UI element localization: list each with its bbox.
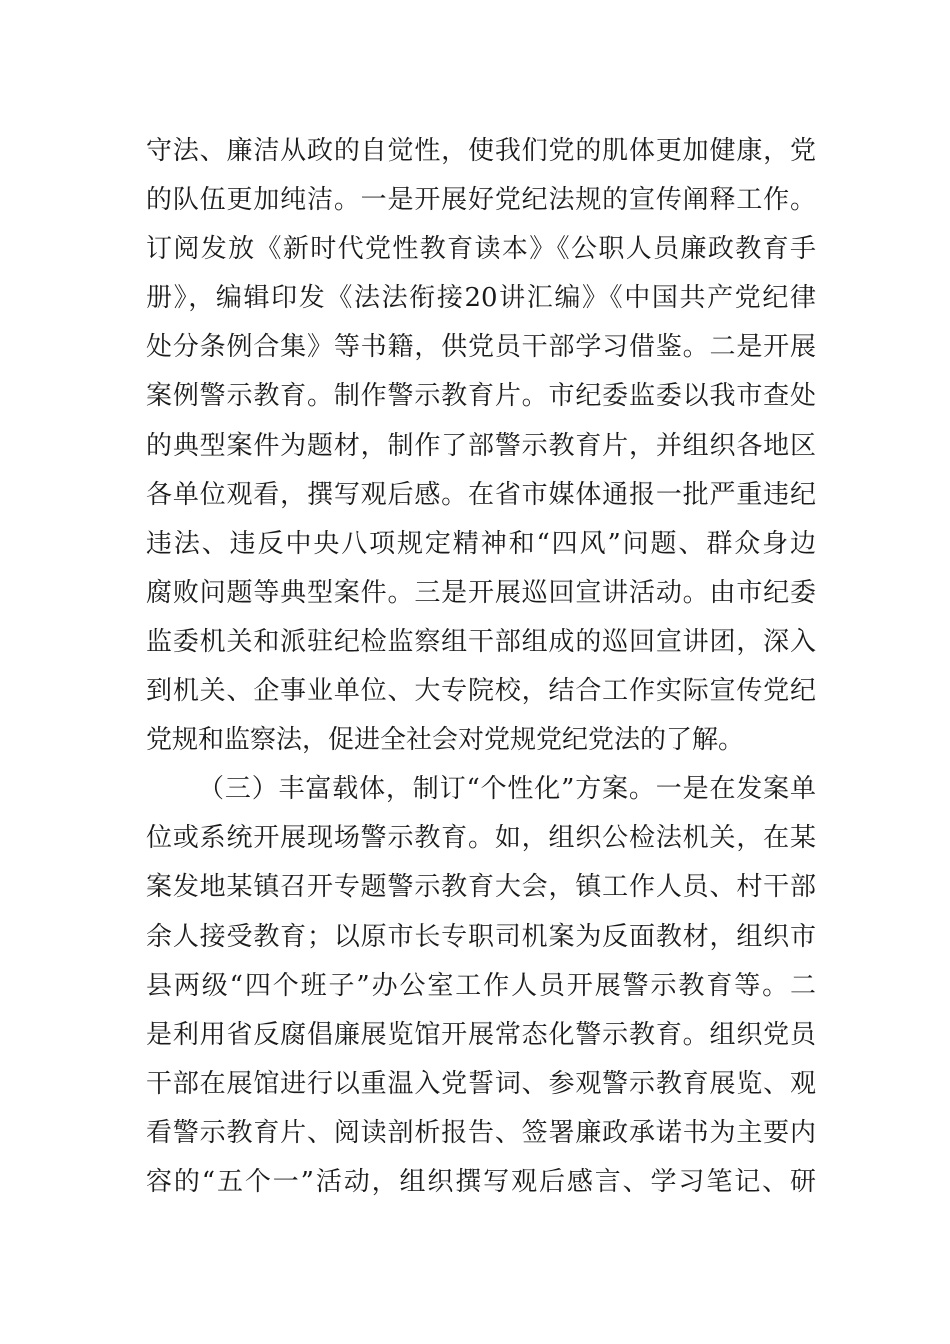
text-line: 的队伍更加纯洁。一是开展好党纪法规的宣传阐释工作。 bbox=[146, 185, 816, 216]
text-line: 册》，编辑印发《法法衔接20讲汇编》《中国共产党纪律 bbox=[146, 283, 816, 314]
text-line: （三）丰富载体，制订“个性化”方案。一是在发案单 bbox=[198, 774, 816, 805]
text-line: 的典型案件为题材，制作了部警示教育片，并组织各地区 bbox=[146, 430, 816, 461]
text-line: 干部在展馆进行以重温入党誓词、参观警示教育展览、观 bbox=[146, 1068, 816, 1099]
text-line: 守法、廉洁从政的自觉性，使我们党的肌体更加健康，党 bbox=[146, 136, 816, 166]
text-line: 处分条例合集》等书籍，供党员干部学习借鉴。二是开展 bbox=[146, 332, 816, 363]
text-line: 案例警示教育。制作警示教育片。市纪委监委以我市查处 bbox=[146, 381, 816, 412]
paragraph-1 bbox=[146, 127, 816, 765]
text-line: 县两级“四个班子”办公室工作人员开展警示教育等。二 bbox=[146, 970, 816, 1001]
text-line: 腐败问题等典型案件。三是开展巡回宣讲活动。由市纪委 bbox=[146, 577, 816, 608]
text-line: 案发地某镇召开专题警示教育大会，镇工作人员、村干部 bbox=[146, 872, 816, 903]
text-line: 看警示教育片、阅读剖析报告、签署廉政承诺书为主要内 bbox=[146, 1117, 816, 1148]
paragraph-2 bbox=[146, 765, 816, 1207]
text-line: 违法、违反中央八项规定精神和“四风”问题、群众身边 bbox=[146, 528, 816, 559]
text-line: 是利用省反腐倡廉展览馆开展常态化警示教育。组织党员 bbox=[146, 1019, 816, 1050]
text-line: 到机关、企事业单位、大专院校，结合工作实际宣传党纪 bbox=[146, 676, 816, 707]
text-line: 订阅发放《新时代党性教育读本》《公职人员廉政教育手 bbox=[146, 234, 816, 265]
text-line: 余人接受教育；以原市长专职司机案为反面教材，组织市 bbox=[146, 921, 816, 952]
text-line: 党规和监察法，促进全社会对党规党纪党法的了解。 bbox=[146, 725, 745, 756]
text-line: 位或系统开展现场警示教育。如，组织公检法机关，在某 bbox=[146, 823, 816, 854]
body-text bbox=[146, 127, 816, 1207]
text-line: 容的“五个一”活动，组织撰写观后感言、学习笔记、研 bbox=[146, 1166, 816, 1197]
text-line: 各单位观看，撰写观后感。在省市媒体通报一批严重违纪 bbox=[146, 479, 816, 510]
text-line: 监委机关和派驻纪检监察组干部组成的巡回宣讲团，深入 bbox=[146, 626, 816, 657]
